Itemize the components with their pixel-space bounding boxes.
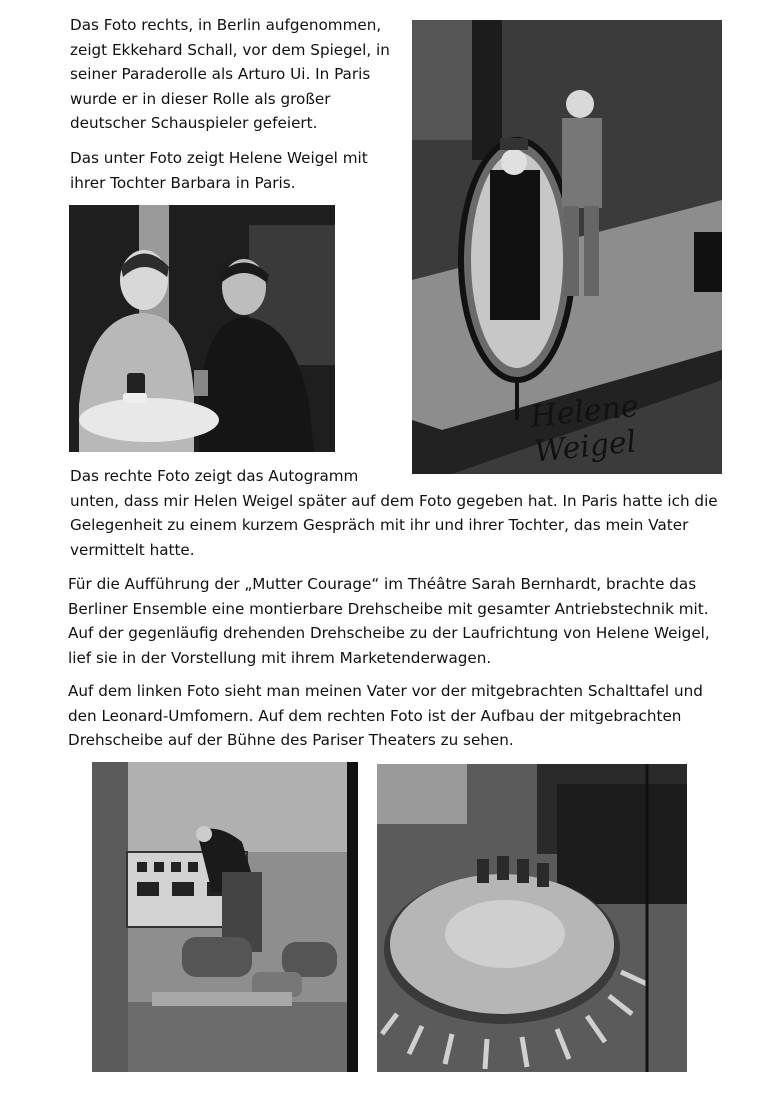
text-line: Berliner Ensemble eine montierbare Drehscheibe mit gesamter Antriebstechnik mit. [68,599,709,618]
text-line: Auf der gegenläufig drehenden Drehscheibe zu der Laufrichtung von Helene Weigel, [68,624,710,642]
text-line: den Leonard-Umfomern. Auf dem rechten Foto ist der Aufbau der mitgebrachten [68,706,682,725]
text-line: Das rechte Foto zeigt das Autogramm [70,467,359,485]
text-line: lief sie in der Vorstellung mit ihrem Marketenderwagen. [68,648,492,667]
text-line: deutscher Schauspieler gefeiert. [70,114,318,132]
text-line: wurde er in dieser Rolle als großer [70,89,331,108]
text-line: Das Foto rechts, in Berlin aufgenommen, [70,16,382,34]
courage-paragraph [68,572,710,670]
text-line: ihrer Tochter Barbara in Paris. [70,173,296,192]
text-line: Auf dem linken Foto sieht man meinen Vater vor der mitgebrachten Schalttafel und [68,682,703,700]
text-line: seiner Paraderolle als Arturo Ui. In Paris [70,65,371,83]
second-paragraph [70,146,368,195]
autograph-signature: Helene Weigel [528,388,641,470]
text-line: Für die Aufführung der „Mutter Courage“ im Théâtre Sarah Bernhardt, brachte das [68,575,697,593]
autograph-paragraph [70,464,718,562]
text-line: vermittelt hatte. [70,540,195,559]
intro-paragraph [70,13,390,136]
photo-weigel-daughter [69,205,335,452]
text-line: Das unter Foto zeigt Helene Weigel mit [70,149,368,167]
photo-switchboard [92,762,358,1072]
photos-paragraph [68,679,703,753]
photo-revolving-stage [377,764,687,1072]
text-line: Drehscheibe auf der Bühne des Pariser Theaters zu sehen. [68,731,514,749]
photo-schall-mirror [412,20,722,474]
text-line: Gelegenheit zu einem kurzem Gespräch mit ihr und ihrer Tochter, das mein Vater [70,516,689,534]
text-line: unten, dass mir Helen Weigel später auf dem Foto gegeben hat. In Paris hatte ich die [70,491,718,510]
text-line: zeigt Ekkehard Schall, vor dem Spiegel, in [70,40,390,59]
